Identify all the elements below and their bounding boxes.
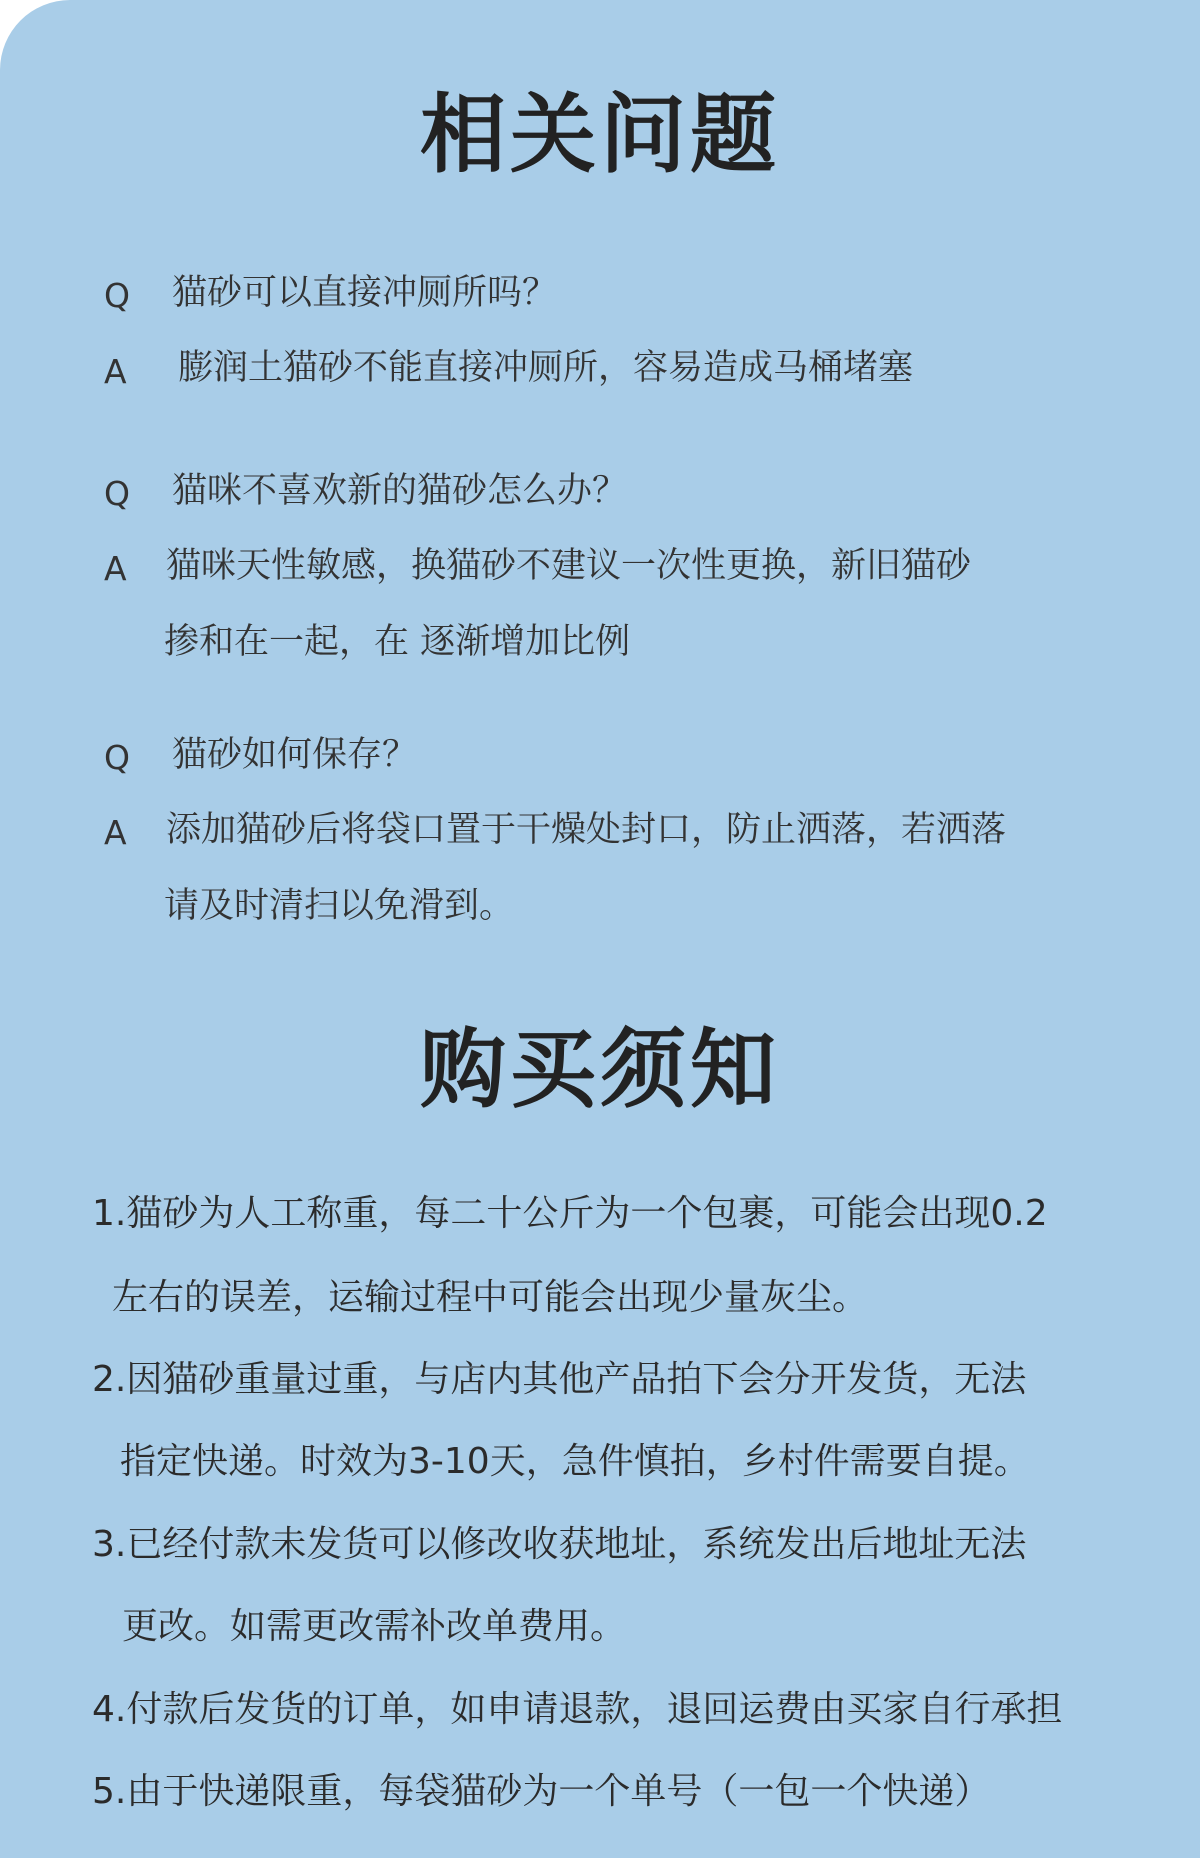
answer-marker: A bbox=[104, 352, 127, 391]
faq-title: 相关问题 bbox=[420, 85, 780, 185]
faq-question-2: 猫咪不喜欢新的猫砂怎么办？ bbox=[172, 471, 628, 511]
notice-item-5-line-1: 5.由于快递限重，每袋猫砂为一个单号（一包一个快递） bbox=[92, 1771, 991, 1812]
notice-item-1-line-1: 1.猫砂为人工称重，每二十公斤为一个包裹，可能会出现0.2 bbox=[92, 1193, 1048, 1234]
notice-item-2-line-1: 2.因猫砂重量过重，与店内其他产品拍下会分开发货，无法 bbox=[92, 1359, 1027, 1400]
faq-question-3: 猫砂如何保存？ bbox=[172, 735, 418, 775]
notice-item-4-line-1: 4.付款后发货的订单，如申请退款，退回运费由买家自行承担 bbox=[92, 1689, 1063, 1730]
notice-title: 购买须知 bbox=[420, 1020, 780, 1120]
notice-item-3-line-1: 3.已经付款未发货可以修改收获地址，系统发出后地址无法 bbox=[92, 1524, 1027, 1565]
notice-item-3-line-2: 更改。如需更改需补改单费用。 bbox=[122, 1606, 627, 1647]
answer-marker: A bbox=[104, 813, 127, 852]
faq-answer-2-line-1: 猫咪天性敏感，换猫砂不建议一次性更换，新旧猫砂 bbox=[166, 546, 972, 586]
answer-marker: A bbox=[104, 549, 127, 588]
question-marker: Q bbox=[104, 738, 130, 777]
faq-question-1: 猫砂可以直接冲厕所吗？ bbox=[172, 273, 558, 313]
faq-answer-1-line-1: 膨润土猫砂不能直接冲厕所，容易造成马桶堵塞 bbox=[178, 348, 914, 388]
faq-answer-3-line-2: 请及时清扫以免滑到。 bbox=[164, 886, 515, 926]
faq-answer-3-line-1: 添加猫砂后将袋口置于干燥处封口，防止洒落，若洒落 bbox=[166, 810, 1007, 850]
notice-item-1-line-2: 左右的误差，运输过程中可能会出现少量灰尘。 bbox=[112, 1277, 869, 1318]
notice-item-2-line-2: 指定快递。时效为3-10天，急件慎拍，乡村件需要自提。 bbox=[120, 1441, 1030, 1482]
question-marker: Q bbox=[104, 474, 130, 513]
question-marker: Q bbox=[104, 276, 130, 315]
faq-answer-2-line-2: 掺和在一起，在 逐渐增加比例 bbox=[164, 622, 631, 662]
